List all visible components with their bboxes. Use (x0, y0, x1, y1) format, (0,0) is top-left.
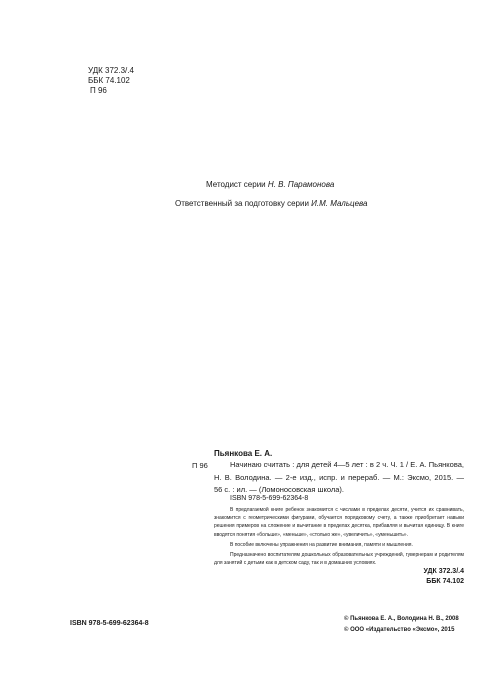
description-line: 56 с. : ил. — (Ломоносовская школа). (214, 485, 344, 494)
record-isbn: ISBN 978-5-699-62364-8 (230, 495, 309, 502)
abstract-paragraph: В предлагаемой книге ребенок знакомится с числами в пределах десяти, учится их сравнивать, знакомится с геометрическими фигурами, обучается порядковому счету, а также приобретает навыки решения примеров на сложение и вычитание в пределах десятка, прибавляя и вычитая единицу. В книге вводятся понятия «больше», «меньше», «столько же», «увеличить», «уменьшить». (214, 507, 464, 538)
credit-person: И.М. Мальцева (311, 199, 368, 208)
description-line: Начинаю считать : для детей 4—5 лет : в 2 ч. Ч. 1 / Е. А. Пьянкова, (230, 460, 464, 469)
credit-role: Ответственный за подготовку серии (175, 199, 309, 208)
credit-person: Н. В. Парамонова (267, 180, 335, 189)
record-udk: УДК 372.3/.4 (423, 568, 464, 575)
author-sign-code: П 96 (90, 86, 107, 95)
abstract-paragraph: В пособие включены упражнения на развитие внимания, памяти и мышления. (230, 541, 413, 548)
record-code: П 96 (192, 461, 208, 470)
credit-methodist (206, 180, 334, 190)
credit-responsible (175, 199, 368, 209)
copyright-block (344, 614, 459, 635)
copyright-line: © ООО «Издательство «Эксмо», 2015 (344, 626, 455, 633)
footer-isbn: ISBN 978-5-699-62364-8 (70, 620, 149, 627)
record-author: Пьянкова Е. А. (214, 449, 273, 458)
record-classification (420, 567, 464, 586)
udk-code: УДК 372.3/.4 (88, 66, 134, 75)
record-bbk: ББК 74.102 (426, 577, 464, 585)
copyright-line: © Пьянкова Е. А., Володина Н. В., 2008 (344, 616, 459, 622)
description-line: Н. В. Володина. — 2-е изд., испр. и перераб. — М.: Эксмо, 2015. — (214, 472, 464, 482)
credit-role: Методист серии (206, 180, 266, 189)
record-abstract (214, 506, 464, 567)
record-description (214, 459, 464, 497)
bbk-code: ББК 74.102 (88, 76, 130, 85)
abstract-paragraph: Предназначено воспитателям дошкольных образовательных учреждений, гувернерам и родителям для занятий с детьми как в детском саду, так и в домашних условиях. (214, 552, 464, 567)
classification-block (88, 66, 134, 96)
